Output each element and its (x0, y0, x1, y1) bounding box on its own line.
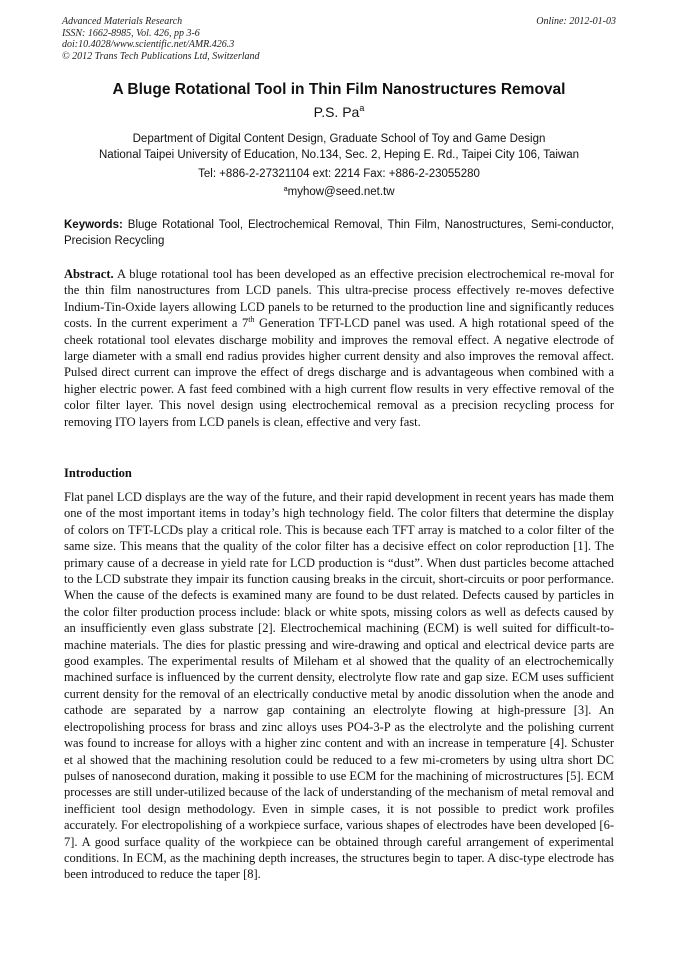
abstract-label: Abstract. (64, 267, 114, 281)
keywords (64, 217, 614, 249)
abstract-superscript: th (248, 315, 255, 325)
journal-issn: ISSN: 1662-8985, Vol. 426, pp 3-6 (62, 27, 200, 39)
abstract-text-part1: A bluge rotational tool has been developed as an effective precision electrochemical re-moval for the thin film nanostructures from LCD panels. This ultra-precise process effectively re-moves defective Indium-Tin-Oxide layers allowing LCD panels to be returned to the production line and significantly reduces costs. In the current experiment a 7 (64, 267, 615, 331)
author-email: myhow@seed.net.tw (287, 186, 395, 198)
journal-doi: doi:10.4028/www.scientific.net/AMR.426.3 (62, 39, 235, 50)
journal-copyright: © 2012 Trans Tech Publications Ltd, Switzerland (62, 50, 260, 62)
affiliation-email-line (0, 181, 678, 200)
journal-header (62, 16, 616, 62)
author-name: P.S. Pa (313, 104, 360, 120)
journal-name: Advanced Materials Research (62, 16, 183, 27)
affiliation-department: Department of Digital Content Design, Graduate School of Toy and Game Design (132, 133, 546, 145)
affiliation-contact: Tel: +886-2-27321104 ext: 2214 Fax: +886-2-23055280 (198, 168, 480, 180)
introduction-heading: Introduction (64, 466, 132, 480)
abstract-text-part2: Generation TFT-LCD panel was used. A high rotational speed of the cheek rotational tool elevates discharge mobility and improves the removal effect. A negative electrode of large diameter with a small end radius provides higher current density and also improves the removal affect. Pulsed direct current can improve the effect of dregs discharge and is advantageous when combined with a higher electric power. A fast feed combined with a high current flow results in very effective removal of the color filter layer. This novel design using electrochemical removal as a precision recycling process for removing ITO layers from LCD panels is clean, effective and very fast. (64, 316, 614, 429)
author-line (0, 103, 678, 120)
email-superscript: a (283, 184, 288, 193)
affiliation-university: National Taipei University of Education, No.134, Sec. 2, Heping E. Rd., Taipei City 106, Taiwan (98, 149, 580, 161)
paper-title: A Bluge Rotational Tool in Thin Film Nanostructures Removal (112, 81, 566, 98)
keywords-label: Keywords: (64, 219, 123, 231)
introduction-body: Flat panel LCD displays are the way of the future, and their rapid development in recent years has made them one of the most important items in today’s high technology field. The color filters that determine the display of colors on TFT-LCDs play a critical role. This is because each TFT array is matched to a color filter of the same size. This means that the quality of the color filter has a decisive effect on color reproduction [1]. The primary cause of a decrease in yield rate for LCD production is “dust”. When dust particles become attached to the LCD substrate they impair its function causing breaks in the circuit, short-circuits or poor performance. When the cause of the defects is examined many are found to be dust related. Defects caused by particles in the color filter production process include: black or white spots, missing colors as well as defects caused by an insufficiently even glass substrate [2]. Electrochemical machining (ECM) is well suited for difficult-to-machine materials. The dies for plastic pressing and wire-drawing and optical and electrical device parts are good examples. The experimental results of Mileham et al showed that the quality of an electrochemically machined surface is influenced by the current density, electrolyte flow rate and gap size. ECM uses sufficient current density for the removal of an electrically conductive metal by anodic dissolution when the anode and cathode are separated by a narrow gap containing an electrolyte flowing at high-pressure [3]. An electropolishing process for brass and zinc alloys uses PO4-3-P as the electrolyte and the polishing current was found to increase for alloys with a higher zinc content and with an increase in temperature [4]. Schuster et al showed that the machining resolution could be reduced to a few mi-crometers by using ultra short DC pulses of nanosecond duration, making it possible to use ECM for the machining of microstructures [5]. ECM processes are still under-utilized because of the lack of understanding of the mechanism of metal removal and inefficient tool design methodology. Even in simple cases, it is not possible to predict work profiles accurately. For electropolishing of a workpiece surface, various shapes of electrodes have been developed [6-7]. A good surface quality of the workpiece can be obtained through careful arrangement of experimental conditions. In ECM, as the machining depth increases, the structures begin to taper. A disc-type electrode has been introduced to reduce the taper [8]. (64, 490, 614, 882)
abstract (64, 266, 614, 430)
author-superscript: a (359, 103, 365, 113)
online-date: Online: 2012-01-03 (536, 16, 616, 27)
keywords-text: Bluge Rotational Tool, Electrochemical Removal, Thin Film, Nanostructures, Semi-conductor, Precision Recycling (64, 219, 614, 247)
